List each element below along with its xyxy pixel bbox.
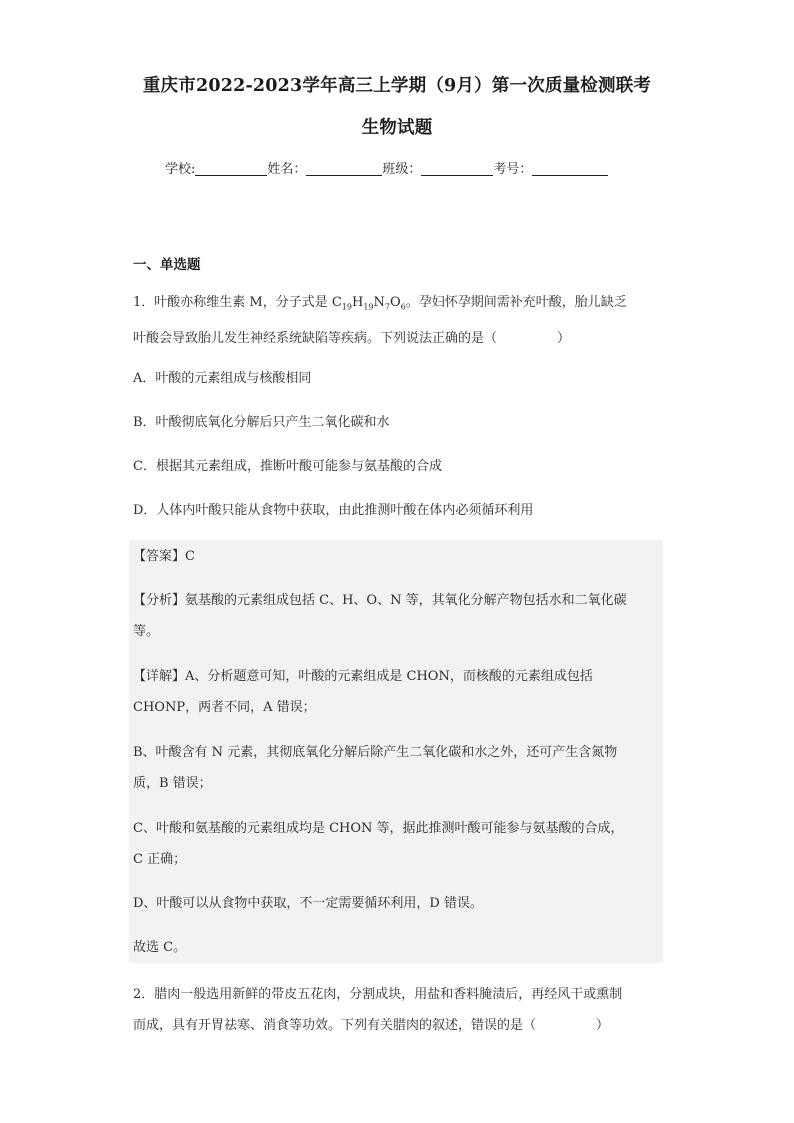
question-2-close-paren: ） — [596, 1018, 610, 1033]
exam-subject: 生物试题 — [361, 118, 433, 138]
detail-c-line-1: C、叶酸和氨基酸的元素组成均是 CHON 等，据此推测叶酸可能参与氨基酸的合成， — [133, 821, 624, 836]
question-1-stem — [133, 287, 663, 354]
student-info-line — [165, 158, 608, 177]
exam-number-blank[interactable] — [532, 161, 608, 176]
detail-d-line: D、叶酸可以从食物中获取，不一定需要循环利用，D 错误。 — [133, 896, 483, 911]
question-1-stem-line2: 叶酸会导致胎儿发生神经系统缺陷等疾病。下列说法正确的是（ — [133, 330, 498, 346]
exam-number-label: 考号： — [493, 162, 533, 177]
analysis-line-1: 【分析】氨基酸的元素组成包括 C、H、O、N 等，其氧化分解产物包括水和二氧化碳 — [133, 593, 627, 608]
detail-b-line-2: 质，B 错误； — [133, 776, 212, 791]
detail-c-line-2: C 正确； — [133, 852, 187, 867]
question-1-stem-tail: 。孕妇怀孕期间需补充叶酸，胎儿缺乏 — [405, 295, 627, 310]
analysis-line-2: 等。 — [133, 624, 160, 639]
folic-acid-formula — [342, 295, 406, 310]
formula-n: N — [373, 295, 385, 310]
question-1-close-paren: ） — [557, 330, 571, 346]
school-label: 学校: — [165, 162, 196, 177]
detail-b-line-1: B、叶酸含有 N 元素，其彻底氧化分解后除产生二氧化碳和水之外，还可产生含氮物 — [133, 745, 618, 760]
option-c[interactable]: C．根据其元素组成，推断叶酸可能参与氨基酸的合成 — [133, 459, 442, 474]
option-b[interactable]: B．叶酸彻底氧化分解后只产生二氧化碳和水 — [133, 415, 390, 430]
analysis-block — [133, 585, 661, 647]
name-label: 姓名： — [267, 162, 307, 177]
detail-a-line-2: CHONP，两者不同，A 错误； — [133, 700, 316, 715]
formula-h: H — [351, 295, 364, 310]
question-2-stem-line2: 而成，具有开胃祛寒、消食等功效。下列有关腊肉的叙述，错误的是（ — [133, 1018, 537, 1033]
class-label: 班级： — [382, 162, 422, 177]
formula-sub-n: 7 — [384, 302, 390, 312]
question-2-stem — [133, 979, 663, 1041]
detail-b-block — [133, 737, 661, 799]
answer-line: 【答案】C — [133, 549, 195, 564]
question-2-stem-line1: 2．腊肉一般选用新鲜的带皮五花肉，分割成块，用盐和香料腌渍后，再经风干或熏制 — [133, 987, 623, 1002]
formula-sub-h: 19 — [363, 302, 374, 312]
class-blank[interactable] — [421, 161, 493, 176]
name-blank[interactable] — [306, 161, 382, 176]
formula-sub-c: 19 — [341, 302, 352, 312]
option-d[interactable]: D．人体内叶酸只能从食物中获取，由此推测叶酸在体内必须循环利用 — [133, 503, 534, 518]
detail-a-line-1: 【详解】A、分析题意可知，叶酸的元素组成是 CHON，而核酸的元素组成包括 — [133, 669, 593, 684]
answer-analysis-box — [129, 540, 663, 963]
formula-o: O — [389, 295, 401, 310]
formula-sub-o: 6 — [400, 302, 406, 312]
question-1-stem-text: 1．叶酸亦称维生素 M，分子式是 C — [133, 295, 342, 310]
conclusion-line: 故选 C。 — [133, 940, 187, 955]
detail-c-block — [133, 813, 661, 875]
exam-title: 重庆市2022-2023学年高三上学期（9月）第一次质量检测联考 — [142, 76, 652, 96]
detail-a-block — [133, 661, 661, 723]
option-a[interactable]: A．叶酸的元素组成与核酸相同 — [133, 371, 312, 386]
section-heading: 一、单选题 — [133, 257, 201, 273]
school-blank[interactable] — [195, 161, 267, 176]
